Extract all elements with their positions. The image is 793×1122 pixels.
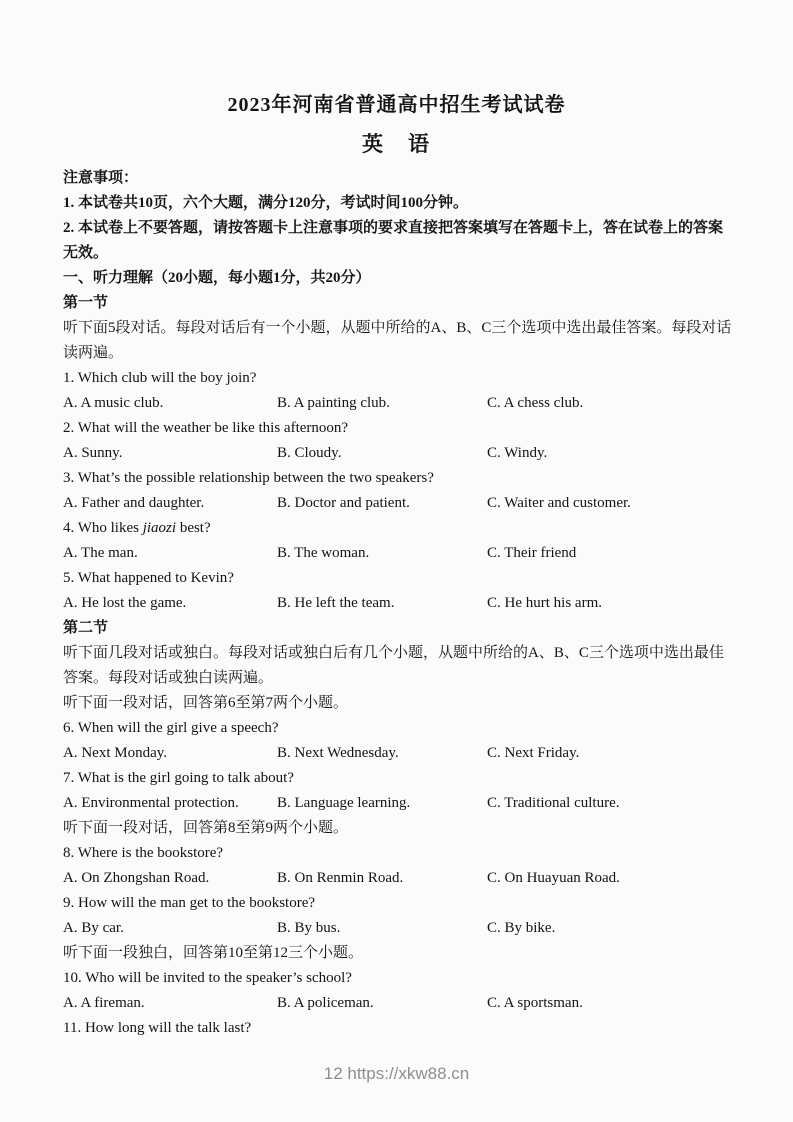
- question-10-text: 10. Who will be invited to the speaker’s school?: [63, 970, 352, 986]
- part2-heading: 第二节: [63, 620, 109, 636]
- monolog-intro: 听下面一段独白，回答第10至第12三个小题。: [63, 945, 364, 961]
- question-5-options: [63, 591, 733, 616]
- question-7-text: 7. What is the girl going to talk about?: [63, 770, 294, 786]
- option-b: B. On Renmin Road.: [277, 870, 404, 886]
- option-c: C. A chess club.: [487, 395, 584, 411]
- question-8-options: [63, 866, 733, 891]
- dialog2-intro: 听下面一段对话，回答第8至第9两个小题。: [63, 820, 349, 836]
- option-c: C. By bike.: [487, 920, 556, 936]
- notice-item-2: 2. 本试卷上不要答题，请按答题卡上注意事项的要求直接把答案填写在答题卡上，答在试卷上的答案无效。: [63, 220, 724, 261]
- option-c: C. A sportsman.: [487, 995, 583, 1011]
- question-2-options: [63, 441, 733, 466]
- option-b: B. By bus.: [277, 920, 341, 936]
- question-4-text-post: best?: [176, 520, 211, 536]
- option-c: C. Their friend: [487, 545, 577, 561]
- exam-body: [63, 166, 733, 1041]
- option-b: B. Next Wednesday.: [277, 745, 399, 761]
- question-4-text-pre: 4. Who likes: [63, 520, 143, 536]
- question-8-text: 8. Where is the bookstore?: [63, 845, 224, 861]
- question-11-text: 11. How long will the talk last?: [63, 1020, 252, 1036]
- option-a: A. On Zhongshan Road.: [63, 870, 210, 886]
- question-6-options: [63, 741, 733, 766]
- question-4-text: [63, 516, 733, 541]
- doc-title: 2023年河南省普通高中招生考试试卷: [227, 94, 566, 116]
- question-7-options: [63, 791, 733, 816]
- option-a: A. Father and daughter.: [63, 495, 205, 511]
- dialog1-intro: 听下面一段对话，回答第6至第7两个小题。: [63, 695, 349, 711]
- option-a: A. A fireman.: [63, 995, 145, 1011]
- question-10-options: [63, 991, 733, 1016]
- option-a: A. Sunny.: [63, 445, 123, 461]
- option-a: A. By car.: [63, 920, 124, 936]
- part1-instructions: 听下面5段对话。每段对话后有一个小题，从题中所给的A、B、C三个选项中选出最佳答案。每段对话读两遍。: [63, 320, 732, 361]
- question-1-text: 1. Which club will the boy join?: [63, 370, 257, 386]
- option-b: B. A policeman.: [277, 995, 374, 1011]
- subject-title: 英 语: [362, 132, 431, 156]
- option-c: C. Waiter and customer.: [487, 495, 631, 511]
- question-2-text: 2. What will the weather be like this afternoon?: [63, 420, 349, 436]
- option-a: A. Next Monday.: [63, 745, 168, 761]
- section-heading: 一、听力理解（20小题，每小题1分，共20分）: [63, 270, 371, 286]
- option-a: A. Environmental protection.: [63, 795, 239, 811]
- question-9-options: [63, 916, 733, 941]
- option-a: A. The man.: [63, 545, 138, 561]
- question-9-text: 9. How will the man get to the bookstore?: [63, 895, 316, 911]
- question-3-text: 3. What’s the possible relationship between the two speakers?: [63, 470, 434, 486]
- option-a: A. A music club.: [63, 395, 164, 411]
- part1-heading: 第一节: [63, 295, 109, 311]
- question-1-options: [63, 391, 733, 416]
- option-c: C. He hurt his arm.: [487, 595, 602, 611]
- question-6-text: 6. When will the girl give a speech?: [63, 720, 279, 736]
- option-c: C. Next Friday.: [487, 745, 580, 761]
- question-4-options: [63, 541, 733, 566]
- option-b: B. The woman.: [277, 545, 370, 561]
- option-c: C. Windy.: [487, 445, 548, 461]
- option-b: B. He left the team.: [277, 595, 395, 611]
- option-c: C. On Huayuan Road.: [487, 870, 620, 886]
- option-b: B. Cloudy.: [277, 445, 342, 461]
- option-a: A. He lost the game.: [63, 595, 187, 611]
- option-b: B. Language learning.: [277, 795, 411, 811]
- option-c: C. Traditional culture.: [487, 795, 620, 811]
- question-4-text-italic: jiaozi: [142, 520, 177, 536]
- page-footer-watermark: 12 https://xkw88.cn: [323, 1064, 470, 1083]
- question-3-options: [63, 491, 733, 516]
- question-5-text: 5. What happened to Kevin?: [63, 570, 234, 586]
- notice-heading: 注意事项：: [63, 170, 139, 186]
- notice-item-1: 1. 本试卷共10页，六个大题，满分120分，考试时间100分钟。: [63, 195, 469, 211]
- option-b: B. Doctor and patient.: [277, 495, 410, 511]
- option-b: B. A painting club.: [277, 395, 390, 411]
- part2-instructions: 听下面几段对话或独白。每段对话或独白后有几个小题，从题中所给的A、B、C三个选项中选出最佳答案。每段对话或独白读两遍。: [63, 645, 724, 686]
